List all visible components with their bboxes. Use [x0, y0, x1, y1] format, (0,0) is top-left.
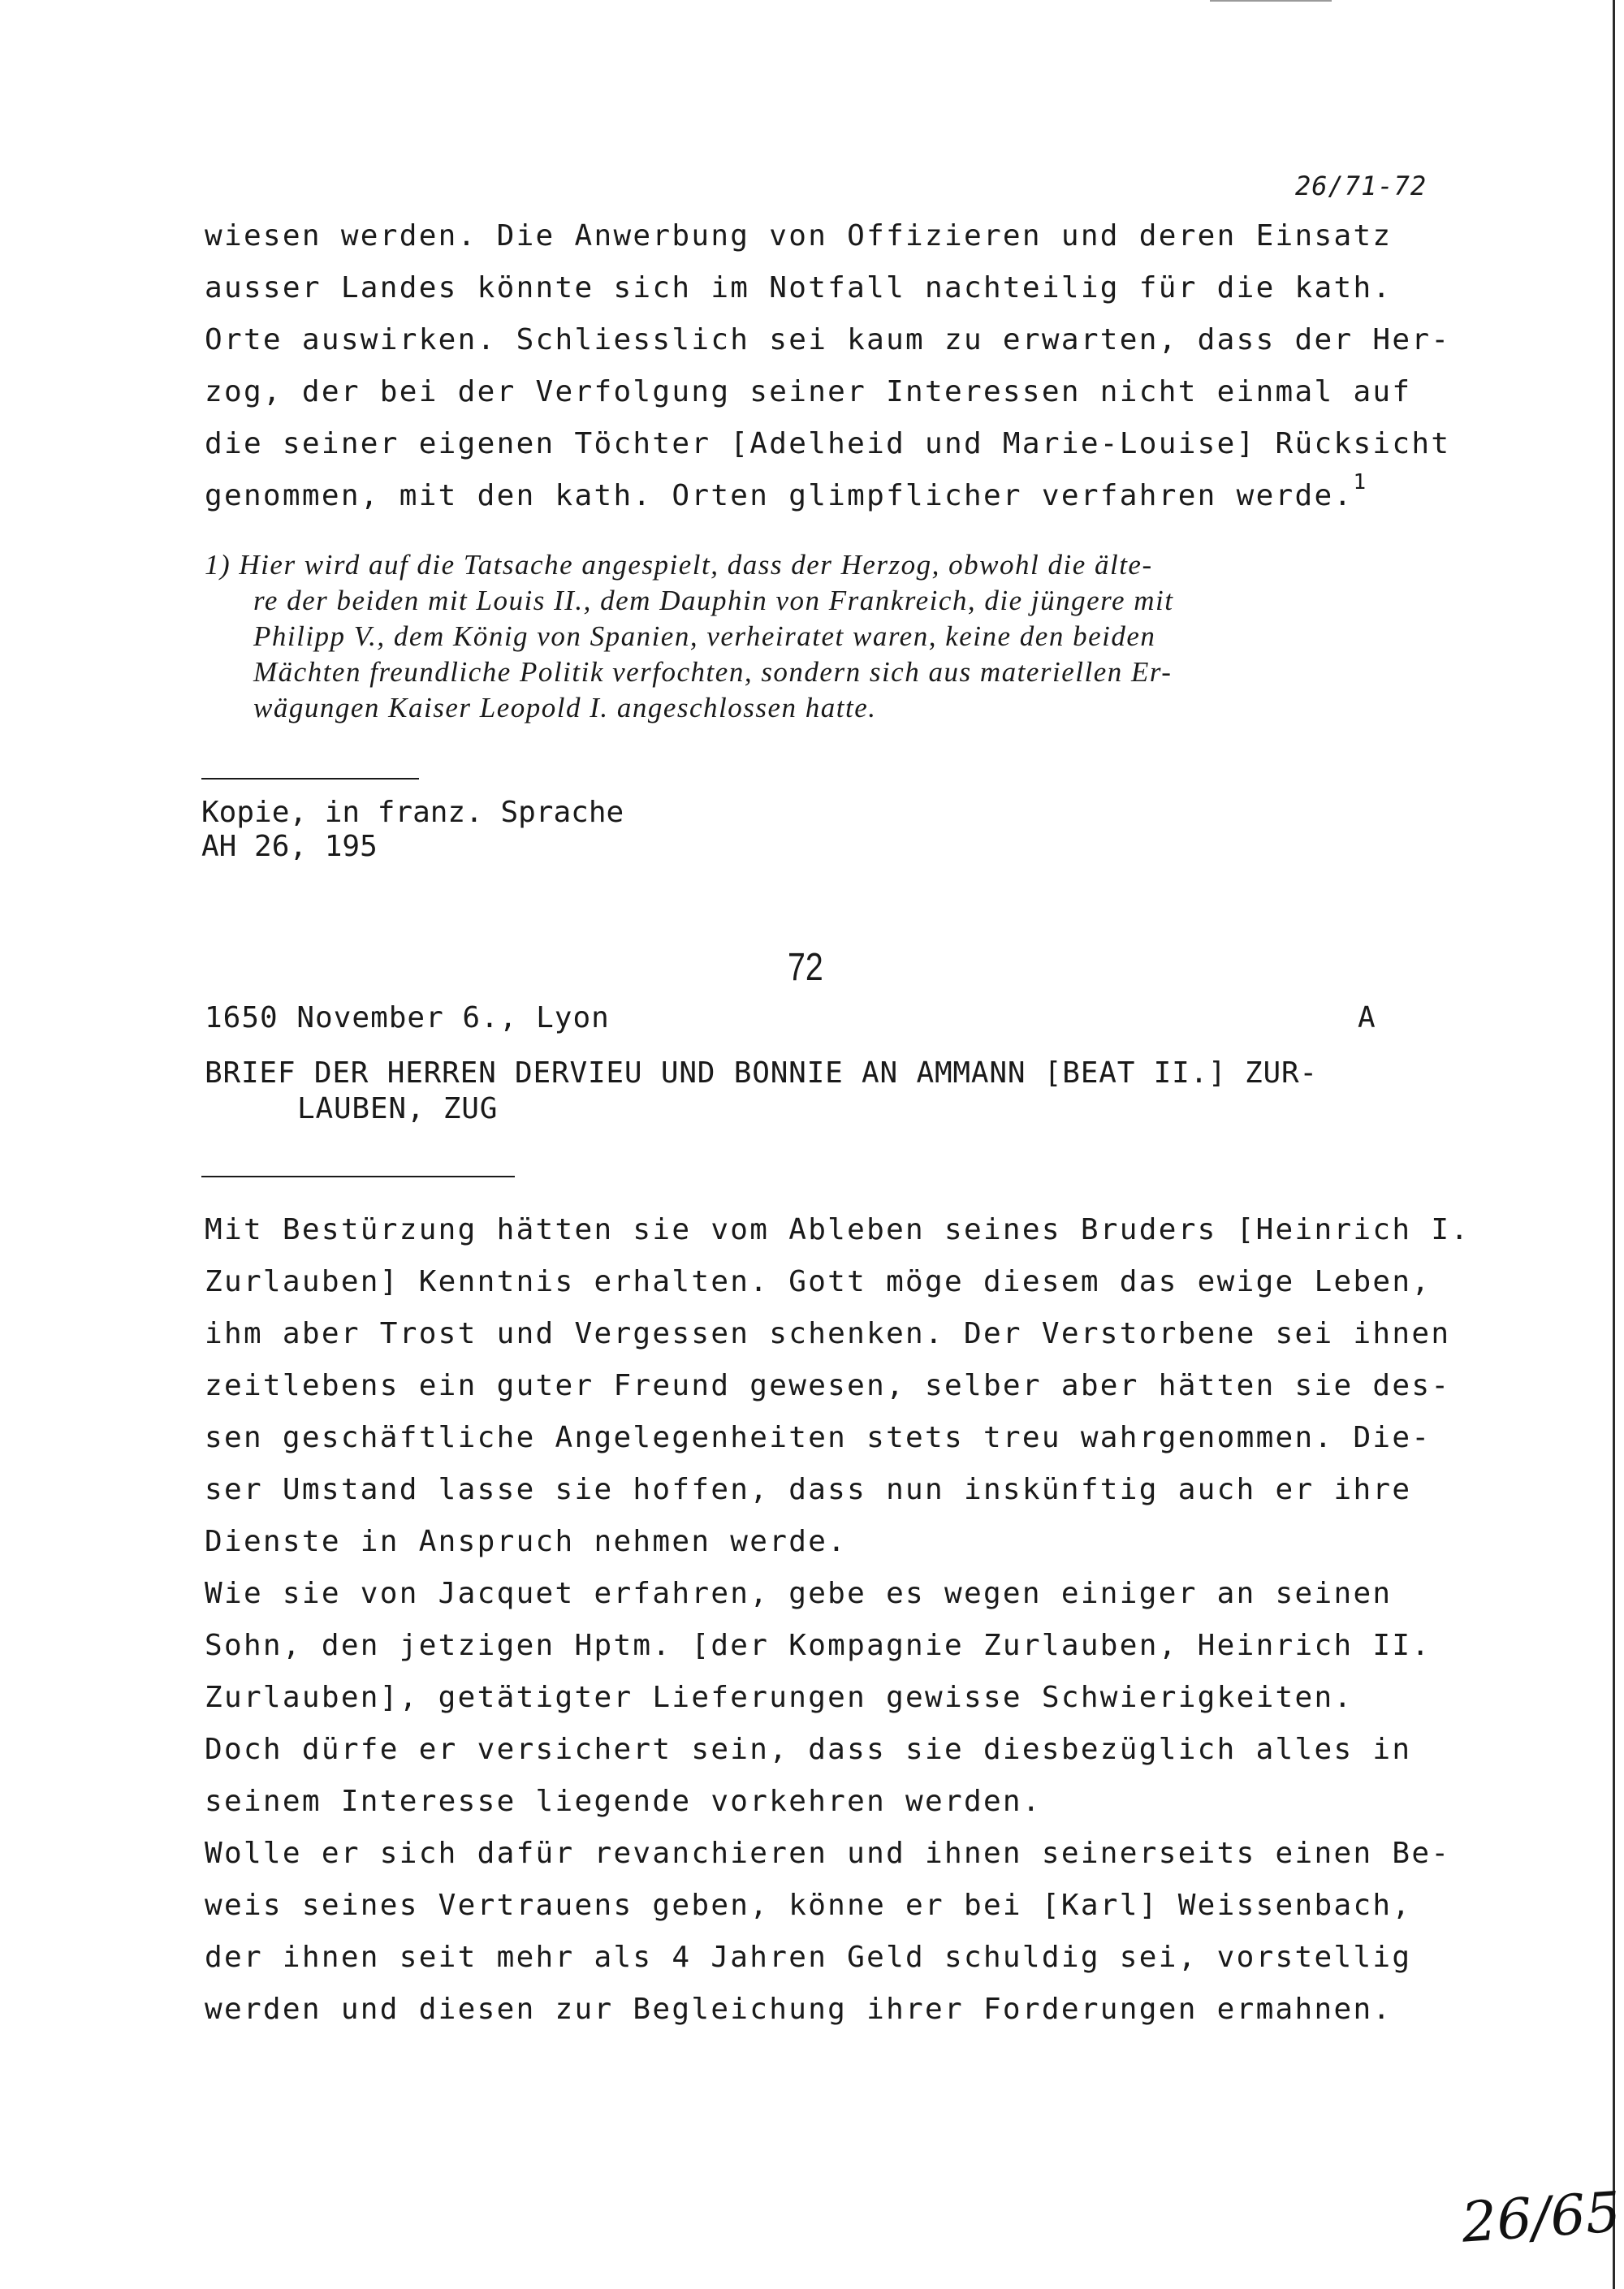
body-line: Wolle er sich dafür revanchieren und ihnen seinerseits einen Be- [205, 1837, 1451, 1870]
source-note: Kopie, in franz. Sprache [201, 796, 624, 829]
body-line: der ihnen seit mehr als 4 Jahren Geld schuldig sei, vorstellig [205, 1941, 1412, 1974]
continuation-line: zog, der bei der Verfolgung seiner Interessen nicht einmal auf [205, 375, 1412, 408]
continuation-text: genommen, mit den kath. Orten glimpflicher verfahren werde. [205, 479, 1354, 512]
body-line: Zurlauben], getätigter Lieferungen gewisse Schwierigkeiten. [205, 1681, 1354, 1714]
section-divider [201, 778, 419, 780]
body-line: ser Umstand lasse sie hoffen, dass nun inskünftig auch er ihre [205, 1473, 1412, 1506]
body-line: Doch dürfe er versichert sein, dass sie diesbezüglich alles in [205, 1733, 1412, 1766]
continuation-line: die seiner eigenen Töchter [Adelheid und Marie-Louise] Rücksicht [205, 427, 1451, 460]
footnote-line: 1) Hier wird auf die Tatsache angespielt, dass der Herzog, obwohl die älte- [205, 549, 1153, 581]
body-line: sen geschäftliche Angelegenheiten stets treu wahrgenommen. Die- [205, 1421, 1432, 1454]
body-line: seinem Interesse liegende vorkehren werden. [205, 1785, 1042, 1818]
document-title: LAUBEN, ZUG [297, 1092, 499, 1125]
document-dateline: 1650 November 6., Lyon [205, 1001, 610, 1034]
footnote-line: re der beiden mit Louis II., dem Dauphin von Frankreich, die jüngere mit [253, 585, 1174, 616]
continuation-line: ausser Landes könnte sich im Notfall nachteilig für die kath. [205, 271, 1393, 304]
footnote-line: Philipp V., dem König von Spanien, verheiratet waren, keine den beiden [253, 620, 1156, 652]
body-line: Mit Bestürzung hätten sie vom Ableben seines Bruders [Heinrich I. [205, 1213, 1471, 1246]
page-edge [1613, 0, 1615, 2289]
body-line: zeitlebens ein guter Freund gewesen, selber aber hätten sie des- [205, 1369, 1451, 1402]
source-reference: AH 26, 195 [201, 830, 378, 863]
body-line: Wie sie von Jacquet erfahren, gebe es wegen einiger an seinen [205, 1577, 1393, 1610]
scan-artifact [1210, 0, 1332, 2]
footnote-line: wägungen Kaiser Leopold I. angeschlossen hatte. [253, 692, 877, 723]
footnote-marker: 1 [1353, 470, 1368, 495]
body-line: weis seines Vertrauens geben, könne er bei [Karl] Weissenbach, [205, 1889, 1412, 1922]
continuation-line: Orte auswirken. Schliesslich sei kaum zu erwarten, dass der Her- [205, 323, 1451, 356]
body-line: werden und diesen zur Begleichung ihrer Forderungen ermahnen. [205, 1993, 1393, 2026]
footnote-line: Mächten freundliche Politik verfochten, sondern sich aus materiellen Er- [253, 656, 1173, 688]
page-reference: 26/71-72 [1295, 171, 1427, 201]
body-line: Sohn, den jetzigen Hptm. [der Kompagnie Zurlauben, Heinrich II. [205, 1629, 1432, 1662]
body-line: Zurlauben] Kenntnis erhalten. Gott möge diesem das ewige Leben, [205, 1265, 1432, 1298]
continuation-line-last [205, 470, 1368, 512]
handwritten-page-number: 26/65 [1459, 2180, 1623, 2256]
body-line: ihm aber Trost und Vergessen schenken. Der Verstorbene sei ihnen [205, 1317, 1451, 1350]
document-number: 72 [788, 946, 823, 989]
document-marker: A [1358, 1001, 1376, 1034]
continuation-line: wiesen werden. Die Anwerbung von Offizieren und deren Einsatz [205, 219, 1393, 253]
document-title: BRIEF DER HERREN DERVIEU UND BONNIE AN AMMANN [BEAT II.] ZUR- [205, 1056, 1318, 1090]
title-divider [201, 1176, 515, 1177]
body-line: Dienste in Anspruch nehmen werde. [205, 1525, 848, 1558]
